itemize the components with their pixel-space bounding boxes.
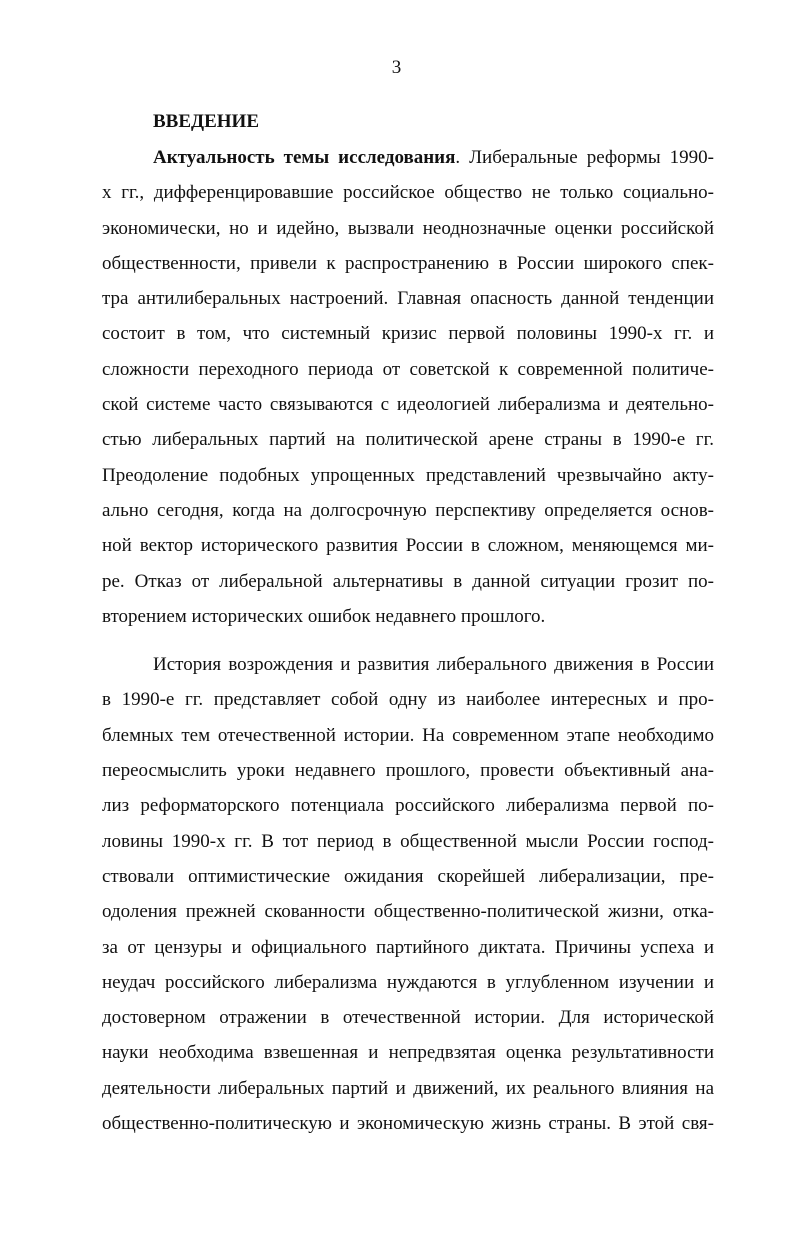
paragraph-spacer	[102, 634, 714, 647]
paragraph-line: неудач российского либерализма нуждаются в углубленном изучении и	[102, 971, 714, 993]
paragraph-line: тра антилиберальных настроений. Главная опасность данной тенденции	[102, 288, 714, 310]
paragraph-line: общественно-политическую и экономическую жизнь страны. В этой свя-	[102, 1113, 714, 1135]
paragraph-line: ной вектор исторического развития России в сложном, меняющемся ми-	[102, 535, 714, 557]
paragraph-line: х гг., дифференцировавшие российское общество не только социально-	[102, 182, 714, 204]
paragraph-line: История возрождения и развития либерального движения в России	[153, 654, 714, 676]
page-number: 3	[391, 57, 402, 78]
paragraph-line: лиз реформаторского потенциала российского либерализма первой по-	[102, 795, 714, 817]
paragraph-line: Преодоление подобных упрощенных представлений чрезвычайно акту-	[102, 464, 714, 486]
section-heading: ВВЕДЕНИЕ	[153, 111, 259, 132]
paragraph-line: достоверном отражении в отечественной истории. Для исторической	[102, 1007, 714, 1029]
paragraph-line: Актуальность темы исследования. Либеральные реформы 1990-	[153, 147, 715, 168]
paragraph-line: ально сегодня, когда на долгосрочную перспективу определяется основ-	[102, 499, 714, 521]
paragraph-line: состоит в том, что системный кризис первой половины 1990-х гг. и	[102, 323, 714, 345]
paragraph-line: деятельности либеральных партий и движений, их реального влияния на	[102, 1077, 714, 1099]
paragraph-line: переосмыслить уроки недавнего прошлого, провести объективный ана-	[102, 760, 714, 782]
paragraph-line: одоления прежней скованности общественно-политической жизни, отка-	[102, 901, 714, 923]
paragraph-line: сложности переходного периода от советской к современной политиче-	[102, 358, 714, 380]
paragraph-line: ловины 1990-х гг. В тот период в общественной мысли России господ-	[102, 830, 714, 852]
paragraph-relevance	[102, 140, 714, 634]
paragraph-line: вторением исторических ошибок недавнего прошлого.	[102, 605, 546, 627]
paragraph-line: науки необходима взвешенная и непредвзятая оценка результативности	[102, 1042, 714, 1064]
paragraph-line: ствовали оптимистические ожидания скорейшей либерализации, пре-	[102, 865, 714, 887]
paragraph-line: стью либеральных партий на политической арене страны в 1990-е гг.	[102, 429, 714, 451]
relevance-lead: Актуальность темы исследования	[153, 147, 456, 168]
paragraph-history	[102, 647, 714, 1141]
paragraph-line: за от цензуры и официального партийного диктата. Причины успеха и	[102, 936, 714, 958]
document-body	[102, 104, 714, 1141]
paragraph-line: общественности, привели к распространению в России широкого спек-	[102, 252, 714, 274]
paragraph-line: блемных тем отечественной истории. На современном этапе необходимо	[102, 724, 714, 746]
paragraph-line: ре. Отказ от либеральной альтернативы в данной ситуации грозит по-	[102, 570, 714, 592]
paragraph-line: ской системе часто связываются с идеологией либерализма и деятельно-	[102, 394, 714, 416]
paragraph-line: экономически, но и идейно, вызвали неоднозначные оценки российской	[102, 217, 714, 239]
paragraph-line: в 1990-е гг. представляет собой одну из наиболее интересных и про-	[102, 689, 714, 711]
